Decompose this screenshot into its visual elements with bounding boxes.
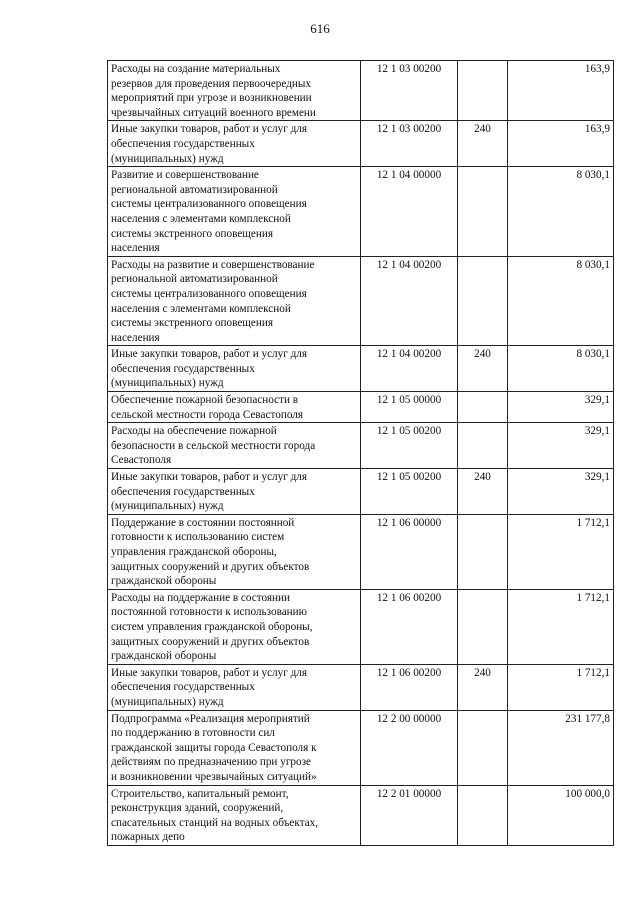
expense-type: 240: [458, 346, 508, 392]
amount: 100 000,0: [508, 785, 614, 845]
table-row: [108, 514, 614, 589]
amount: 163,9: [508, 61, 614, 121]
amount: 1 712,1: [508, 664, 614, 710]
item-name: Расходы на поддержание в состоянии постоянной готовности к использованию систем управления гражданской обороны, защитных сооружений и других объектов гражданской обороны: [108, 589, 361, 664]
target-code: 12 1 03 00200: [361, 121, 458, 167]
target-code: 12 1 04 00200: [361, 256, 458, 346]
item-name: Развитие и совершенствование региональной автоматизированной системы централизованного оповещения населения с элементами комплексной системы экстренного оповещения населения: [108, 167, 361, 257]
expense-type: [458, 167, 508, 257]
amount: 1 712,1: [508, 514, 614, 589]
table-row: [108, 256, 614, 346]
amount: 329,1: [508, 469, 614, 515]
target-code: 12 1 06 00000: [361, 514, 458, 589]
table-row: [108, 469, 614, 515]
amount: 329,1: [508, 392, 614, 423]
target-code: 12 2 00 00000: [361, 710, 458, 785]
item-name: Обеспечение пожарной безопасности в сельской местности города Севастополя: [108, 392, 361, 423]
amount: 8 030,1: [508, 167, 614, 257]
item-name: Расходы на развитие и совершенствование региональной автоматизированной системы централизованного оповещения населения с элементами комплексной системы экстренного оповещения населения: [108, 256, 361, 346]
target-code: 12 1 05 00000: [361, 392, 458, 423]
table-row: [108, 392, 614, 423]
expense-type: 240: [458, 664, 508, 710]
expense-type: [458, 392, 508, 423]
expense-type: [458, 785, 508, 845]
expense-type: [458, 514, 508, 589]
item-name: Иные закупки товаров, работ и услуг для обеспечения государственных (муниципальных) нужд: [108, 469, 361, 515]
table-row: [108, 785, 614, 845]
page-number: 616: [310, 21, 330, 36]
amount: 1 712,1: [508, 589, 614, 664]
expense-type: [458, 589, 508, 664]
target-code: 12 1 06 00200: [361, 664, 458, 710]
table-row: [108, 346, 614, 392]
budget-table: [107, 60, 614, 846]
item-name: Расходы на обеспечение пожарной безопасности в сельской местности города Севастополя: [108, 423, 361, 469]
amount: 231 177,8: [508, 710, 614, 785]
item-name: Строительство, капитальный ремонт, реконструкция зданий, сооружений, спасательных станций на водных объектах, пожарных депо: [108, 785, 361, 845]
target-code: 12 1 05 00200: [361, 469, 458, 515]
expense-type: 240: [458, 469, 508, 515]
target-code: 12 1 04 00200: [361, 346, 458, 392]
table-row: [108, 589, 614, 664]
target-code: 12 1 03 00200: [361, 61, 458, 121]
target-code: 12 1 06 00200: [361, 589, 458, 664]
amount: 8 030,1: [508, 346, 614, 392]
table-row: [108, 664, 614, 710]
amount: 163,9: [508, 121, 614, 167]
expense-type: [458, 256, 508, 346]
expense-type: 240: [458, 121, 508, 167]
item-name: Поддержание в состоянии постоянной готовности к использованию систем управления гражданской обороны, защитных сооружений и других объектов гражданской обороны: [108, 514, 361, 589]
item-name: Подпрограмма «Реализация мероприятий по поддержанию в готовности сил гражданской защиты города Севастополя к действиям по предназначению при угрозе и возникновении чрезвычайных ситуаций»: [108, 710, 361, 785]
table-row: [108, 167, 614, 257]
table-row: [108, 61, 614, 121]
item-name: Иные закупки товаров, работ и услуг для обеспечения государственных (муниципальных) нужд: [108, 121, 361, 167]
item-name: Расходы на создание материальных резервов для проведения первоочередных мероприятий при угрозе и возникновении чрезвычайных ситуаций военного времени: [108, 61, 361, 121]
table-row: [108, 121, 614, 167]
amount: 8 030,1: [508, 256, 614, 346]
target-code: 12 2 01 00000: [361, 785, 458, 845]
table-row: [108, 710, 614, 785]
target-code: 12 1 04 00000: [361, 167, 458, 257]
item-name: Иные закупки товаров, работ и услуг для обеспечения государственных (муниципальных) нужд: [108, 346, 361, 392]
expense-type: [458, 61, 508, 121]
target-code: 12 1 05 00200: [361, 423, 458, 469]
expense-type: [458, 423, 508, 469]
item-name: Иные закупки товаров, работ и услуг для обеспечения государственных (муниципальных) нужд: [108, 664, 361, 710]
table-row: [108, 423, 614, 469]
expense-type: [458, 710, 508, 785]
amount: 329,1: [508, 423, 614, 469]
